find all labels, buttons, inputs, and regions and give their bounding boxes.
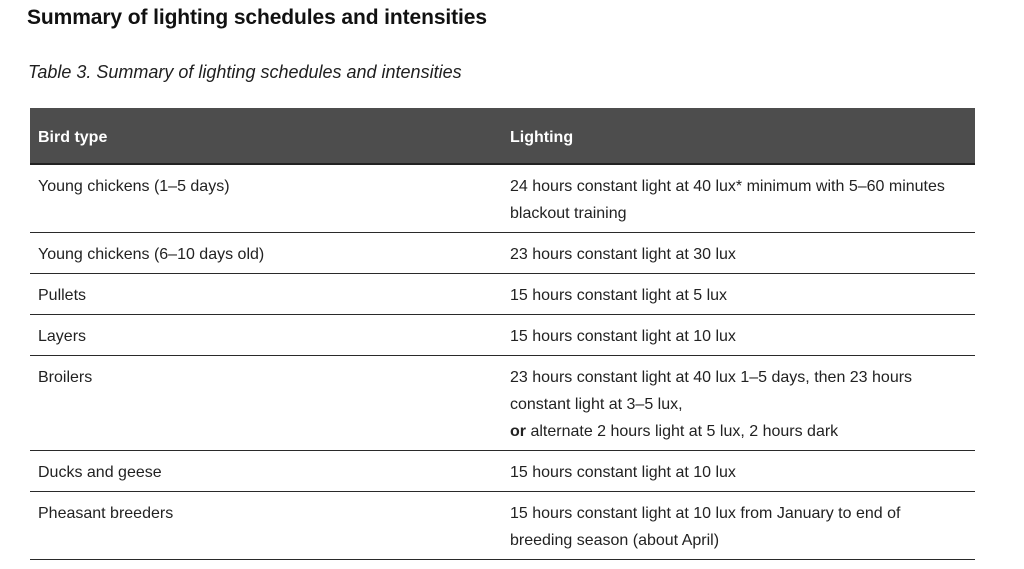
lighting-alt-prefix: or [510, 423, 526, 440]
table-row [30, 274, 975, 315]
table-caption: Table 3. Summary of lighting schedules and intensities [28, 62, 462, 82]
header-lighting: Lighting [502, 108, 975, 164]
table-row [30, 315, 975, 356]
lighting-alt-text: alternate 2 hours light at 5 lux, 2 hours dark [526, 423, 839, 440]
bird-type-cell: Young chickens (1–5 days) [30, 164, 502, 233]
page-title: Summary of lighting schedules and intensities [27, 6, 487, 29]
bird-type-cell: Pheasant breeders [30, 492, 502, 560]
bird-type-cell: Broilers [30, 356, 502, 451]
lighting-text: 23 hours constant light at 40 lux 1–5 days, then 23 hours constant light at 3–5 lux, [510, 369, 913, 413]
lighting-table [30, 108, 975, 560]
bird-type-cell: Pullets [30, 274, 502, 315]
table-row [30, 492, 975, 560]
table-header-row [30, 108, 975, 164]
lighting-cell [502, 356, 975, 451]
lighting-cell: 15 hours constant light at 5 lux [502, 274, 975, 315]
header-bird-type: Bird type [30, 108, 502, 164]
lighting-cell: 23 hours constant light at 30 lux [502, 233, 975, 274]
table-row [30, 233, 975, 274]
lighting-cell: 15 hours constant light at 10 lux [502, 451, 975, 492]
lighting-cell: 15 hours constant light at 10 lux [502, 315, 975, 356]
table-row [30, 356, 975, 451]
bird-type-cell: Young chickens (6–10 days old) [30, 233, 502, 274]
bird-type-cell: Layers [30, 315, 502, 356]
lighting-cell: 24 hours constant light at 40 lux* minimum with 5–60 minutes blackout training [502, 164, 975, 233]
table-row [30, 164, 975, 233]
bird-type-cell: Ducks and geese [30, 451, 502, 492]
lighting-cell: 15 hours constant light at 10 lux from January to end of breeding season (about April) [502, 492, 975, 560]
table-row [30, 451, 975, 492]
